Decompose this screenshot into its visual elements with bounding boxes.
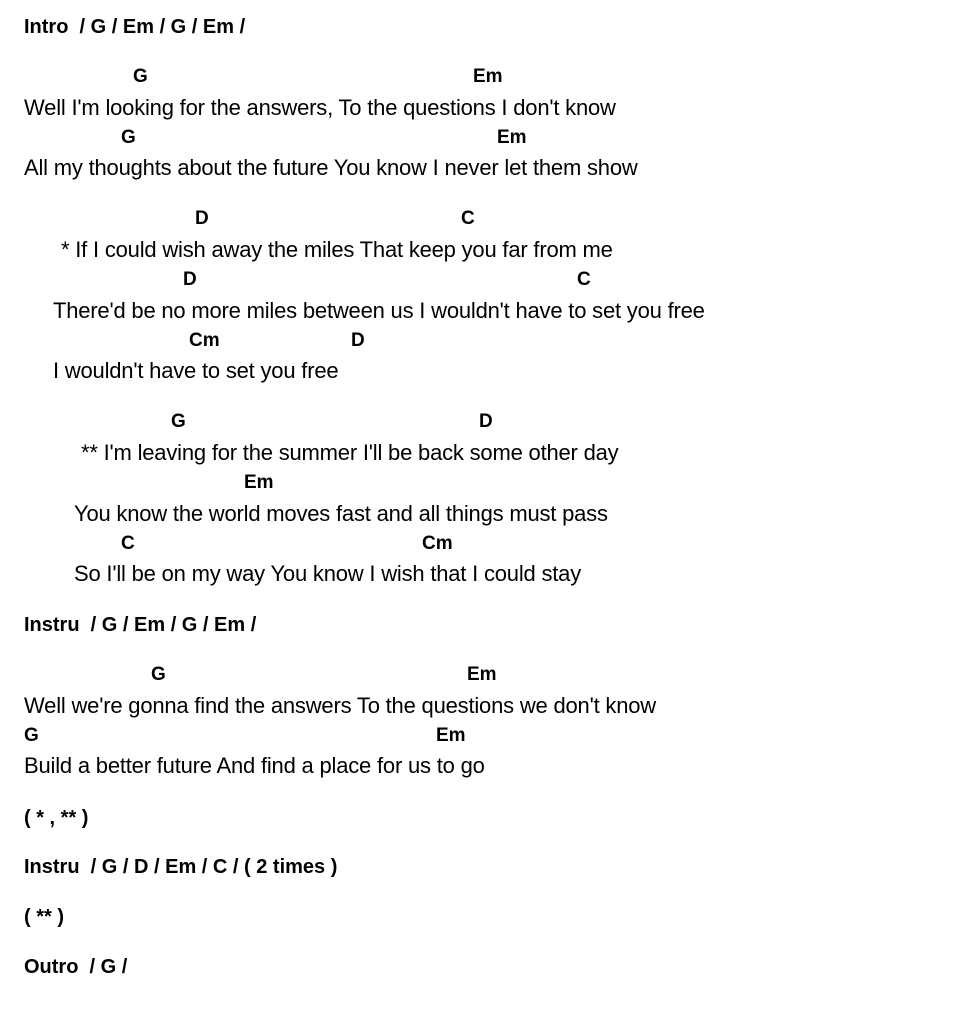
chord: G <box>171 411 186 432</box>
chord: D <box>183 269 197 290</box>
intro-line: Intro / G / Em / G / Em / <box>24 16 246 38</box>
chord: G <box>133 66 148 87</box>
lyric-line: Build a better future And find a place for us to go <box>24 753 485 778</box>
repeat-marker: ( ** ) <box>24 906 64 928</box>
chord: G <box>24 725 39 746</box>
chord: Cm <box>189 330 220 351</box>
lyric-line: * If I could wish away the miles That keep you far from me <box>61 237 613 262</box>
chord: C <box>461 208 475 229</box>
chord: Em <box>497 127 527 148</box>
chord: Em <box>436 725 466 746</box>
lyric-line: Well I'm looking for the answers, To the questions I don't know <box>24 95 616 120</box>
lyric-line: I wouldn't have to set you free <box>53 358 339 383</box>
chord: Em <box>244 472 274 493</box>
chord: C <box>577 269 591 290</box>
lyric-line: So I'll be on my way You know I wish that I could stay <box>74 561 582 586</box>
chord: G <box>151 664 166 685</box>
instru-line: Instru / G / Em / G / Em / <box>24 614 257 636</box>
outro-line: Outro / G / <box>24 956 128 978</box>
lyric-line: ** I'm leaving for the summer I'll be back some other day <box>81 440 619 465</box>
chord: C <box>121 533 135 554</box>
chord: G <box>121 127 136 148</box>
lyric-line: All my thoughts about the future You know I never let them show <box>24 155 638 180</box>
lyric-line: Well we're gonna find the answers To the questions we don't know <box>24 693 656 718</box>
instru-line: Instru / G / D / Em / C / ( 2 times ) <box>24 856 338 878</box>
chord: Em <box>467 664 497 685</box>
chord: D <box>195 208 209 229</box>
repeat-marker: ( * , ** ) <box>24 807 89 829</box>
lyric-line: There'd be no more miles between us I wouldn't have to set you free <box>53 298 705 323</box>
chord: Cm <box>422 533 453 554</box>
chord: D <box>351 330 365 351</box>
chord: D <box>479 411 493 432</box>
lyric-line: You know the world moves fast and all things must pass <box>74 501 608 526</box>
chord: Em <box>473 66 503 87</box>
